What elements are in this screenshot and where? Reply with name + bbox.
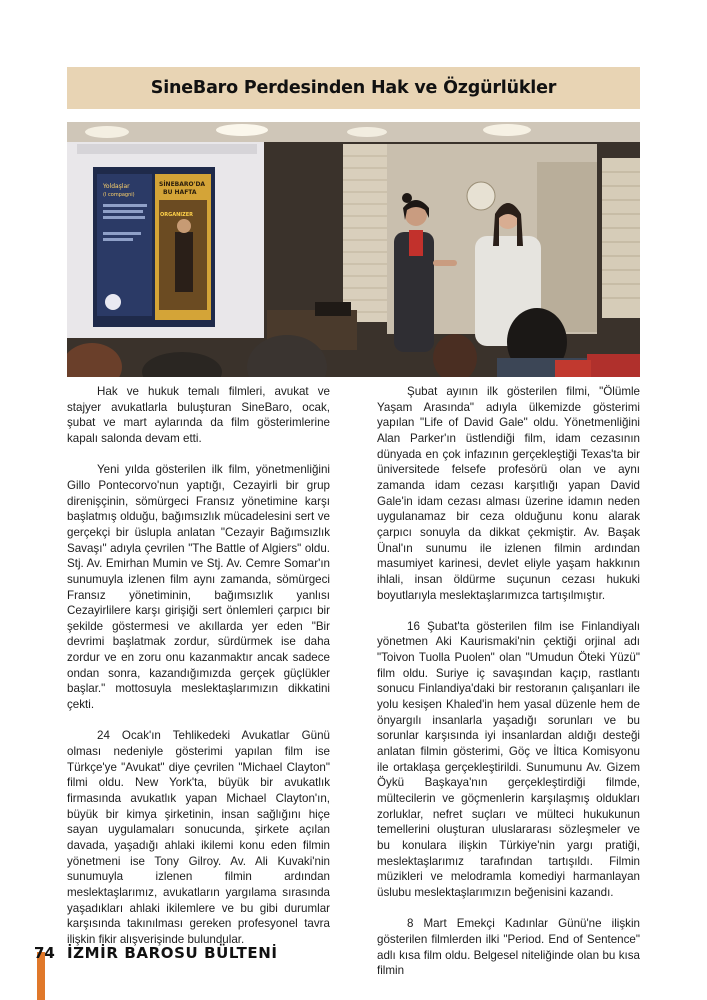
paragraph: Şubat ayının ilk gösterilen filmi, "Ölümle Yaşam Arasında" adıyla ülkemizde gösterimi yapılan "Life of David Gale" oldu. Yönetmenliğini Alan Parker'ın üstlendiği film, idam cezasının dünyada en çok infazının gerçekleştiği Texas'ta bir üniversitede felsefe profesörü olan ve aynı zamanda idam cezası karşıtlığı yapan David Gale'in idam cezası alması üzerine idamın neden uygulanamaz bir ceza olduğunu konu alarak çarpıcı sonuyla da dikkat çekmiştir. Av. Başak Ünal'ın sunumu ile izlenen filmin ardından masumiyet karinesi, devlet eliyle yaşam hakkının ihlali, insan öldürme suçunun cezası hukuki boyutlarıyla meslektaşlarımızca tartışılmıştır.: [377, 385, 640, 602]
paragraph: 24 Ocak'ın Tehlikedeki Avukatlar Günü olması nedeniyle gösterimi yapılan film ise Türkçe'ye "Avukat" diye çevrilen "Michael Clayton" filmi oldu. New York'ta, büyük bir avukatlık firmasında avukatlık yapan Michael Clayton'ın, büyük bir kimya şirketinin, insan sağlığını hiçe sayan uygulamaları sonucunda, şirkete açılan davada, yaşadığı ahlaki ikilemi konu eden filmin yönetmeni ise Tony Gilroy. Av. Ali Kuvaki'nin sunumuyla izlenen filmin ardından meslektaşlarımız, avukatların yargılama sırasında yaşadıkları ahlaki ikilemlere ve bu gibi durumlar karşısında takınılması gereken profesyonel tavra ilişkin fikir alışverişinde bulundular.: [67, 729, 330, 946]
event-photo: [67, 122, 640, 377]
article-title-band: [67, 67, 640, 109]
slide-heading: Yoldaşlar: [103, 183, 130, 190]
paragraph: Yeni yılda gösterilen ilk film, yönetmenliğini Gillo Pontecorvo'nun yaptığı, Cezayirli bir grup direnişçinin, sömürgeci Fransız yönetimine karşı başlatmış olduğu, bağımsızlık mücadelesini sert ve gerçekçi bir üslupla anlatan "Cezayir Bağımsızlık Savaşı" adıyla çevrilen "The Battle of Algiers" oldu. Stj. Av. Emirhan Mumin ve Stj. Av. Cemre Somar'ın sunumuyla izlenen film aynı zamanda, sömürgeci Fransız yönetiminin, bağımsızlık yanlısı Cezayirlilere karşı girişiği sert önlemleri çarpıcı bir şekilde göstermesi ve akıllarda yer eden "Bir devrimi başlatmak zordur, sürdürmek ise daha zordur ve en zoru onu kazanmaktır ancak sadece ondan sonra, kazandığımızda gerçek güçlükler başlar." mottosuyla meslektaşlarımızın dikkatini çekti.: [67, 463, 330, 712]
page-number: 74: [34, 944, 55, 962]
svg-text:SİNEBARO'DA: SİNEBARO'DA: [159, 181, 206, 188]
svg-text:ORGANIZER: ORGANIZER: [160, 212, 194, 218]
paragraph: Hak ve hukuk temalı filmleri, avukat ve stajyer avukatlarla buluşturan SineBaro, ocak, şubat ve mart aylarında da film gösterimlerine kapalı salonda devam etti.: [67, 385, 330, 445]
svg-text:BU HAFTA: BU HAFTA: [163, 189, 197, 196]
right-text-column: [377, 384, 640, 979]
paragraph: 8 Mart Emekçi Kadınlar Günü'ne ilişkin gösterilen filmlerden ilki "Period. End of Sentence" adlı kısa film oldu. Belgesel niteliğinde olan bu kısa filmin: [377, 917, 640, 978]
article-title: SineBaro Perdesinden Hak ve Özgürlükler: [150, 78, 557, 98]
paragraph: 16 Şubat'ta gösterilen film ise Finlandiyalı yönetmen Aki Kaurismaki'nin çektiği orjinal adı "Toivon Tuolla Puolen" olan "Umudun Öteki Yüzü" film oldu. Suriye iç savaşından kaçıp, rastlantı sonucu Finlandiya'daki bir restoranın çalışanları ile yolu kesişen Khaled'in hem yasal düzenle hem de önyargılı insanlarla yaşadığı sorunları ve bu sorunlar karşısında iyi insanlardan aldığı desteği anlatan filmin gösterimi, Göç ve İltica Komisyonu ile ortaklaşa gerçekleştirildi. Sunumunu Av. Gizem Öykü Başkaya'nın gerçekleştirdiği filmde, mültecilerin ve göçmenlerin karşılaşmış oldukları zorluklar, nefret suçları ve mülteci hukukunun temellerini oluşturan uluslararası sözleşmeler ve bu konulara ilişkin Türkiye'nin yargı pratiği, meslektaşlarımız tarafından tartışıldı. Filmin müzikleri ve melodramla komediyi harmanlayan üslubu meslektaşlarımızın beğenisini kazandı.: [377, 619, 640, 899]
screening-room-illustration: [67, 122, 640, 377]
left-text-column: [67, 384, 330, 948]
svg-text:(I compagni): (I compagni): [103, 192, 135, 198]
publication-name: İZMİR BAROSU BÜLTENİ: [67, 944, 278, 962]
